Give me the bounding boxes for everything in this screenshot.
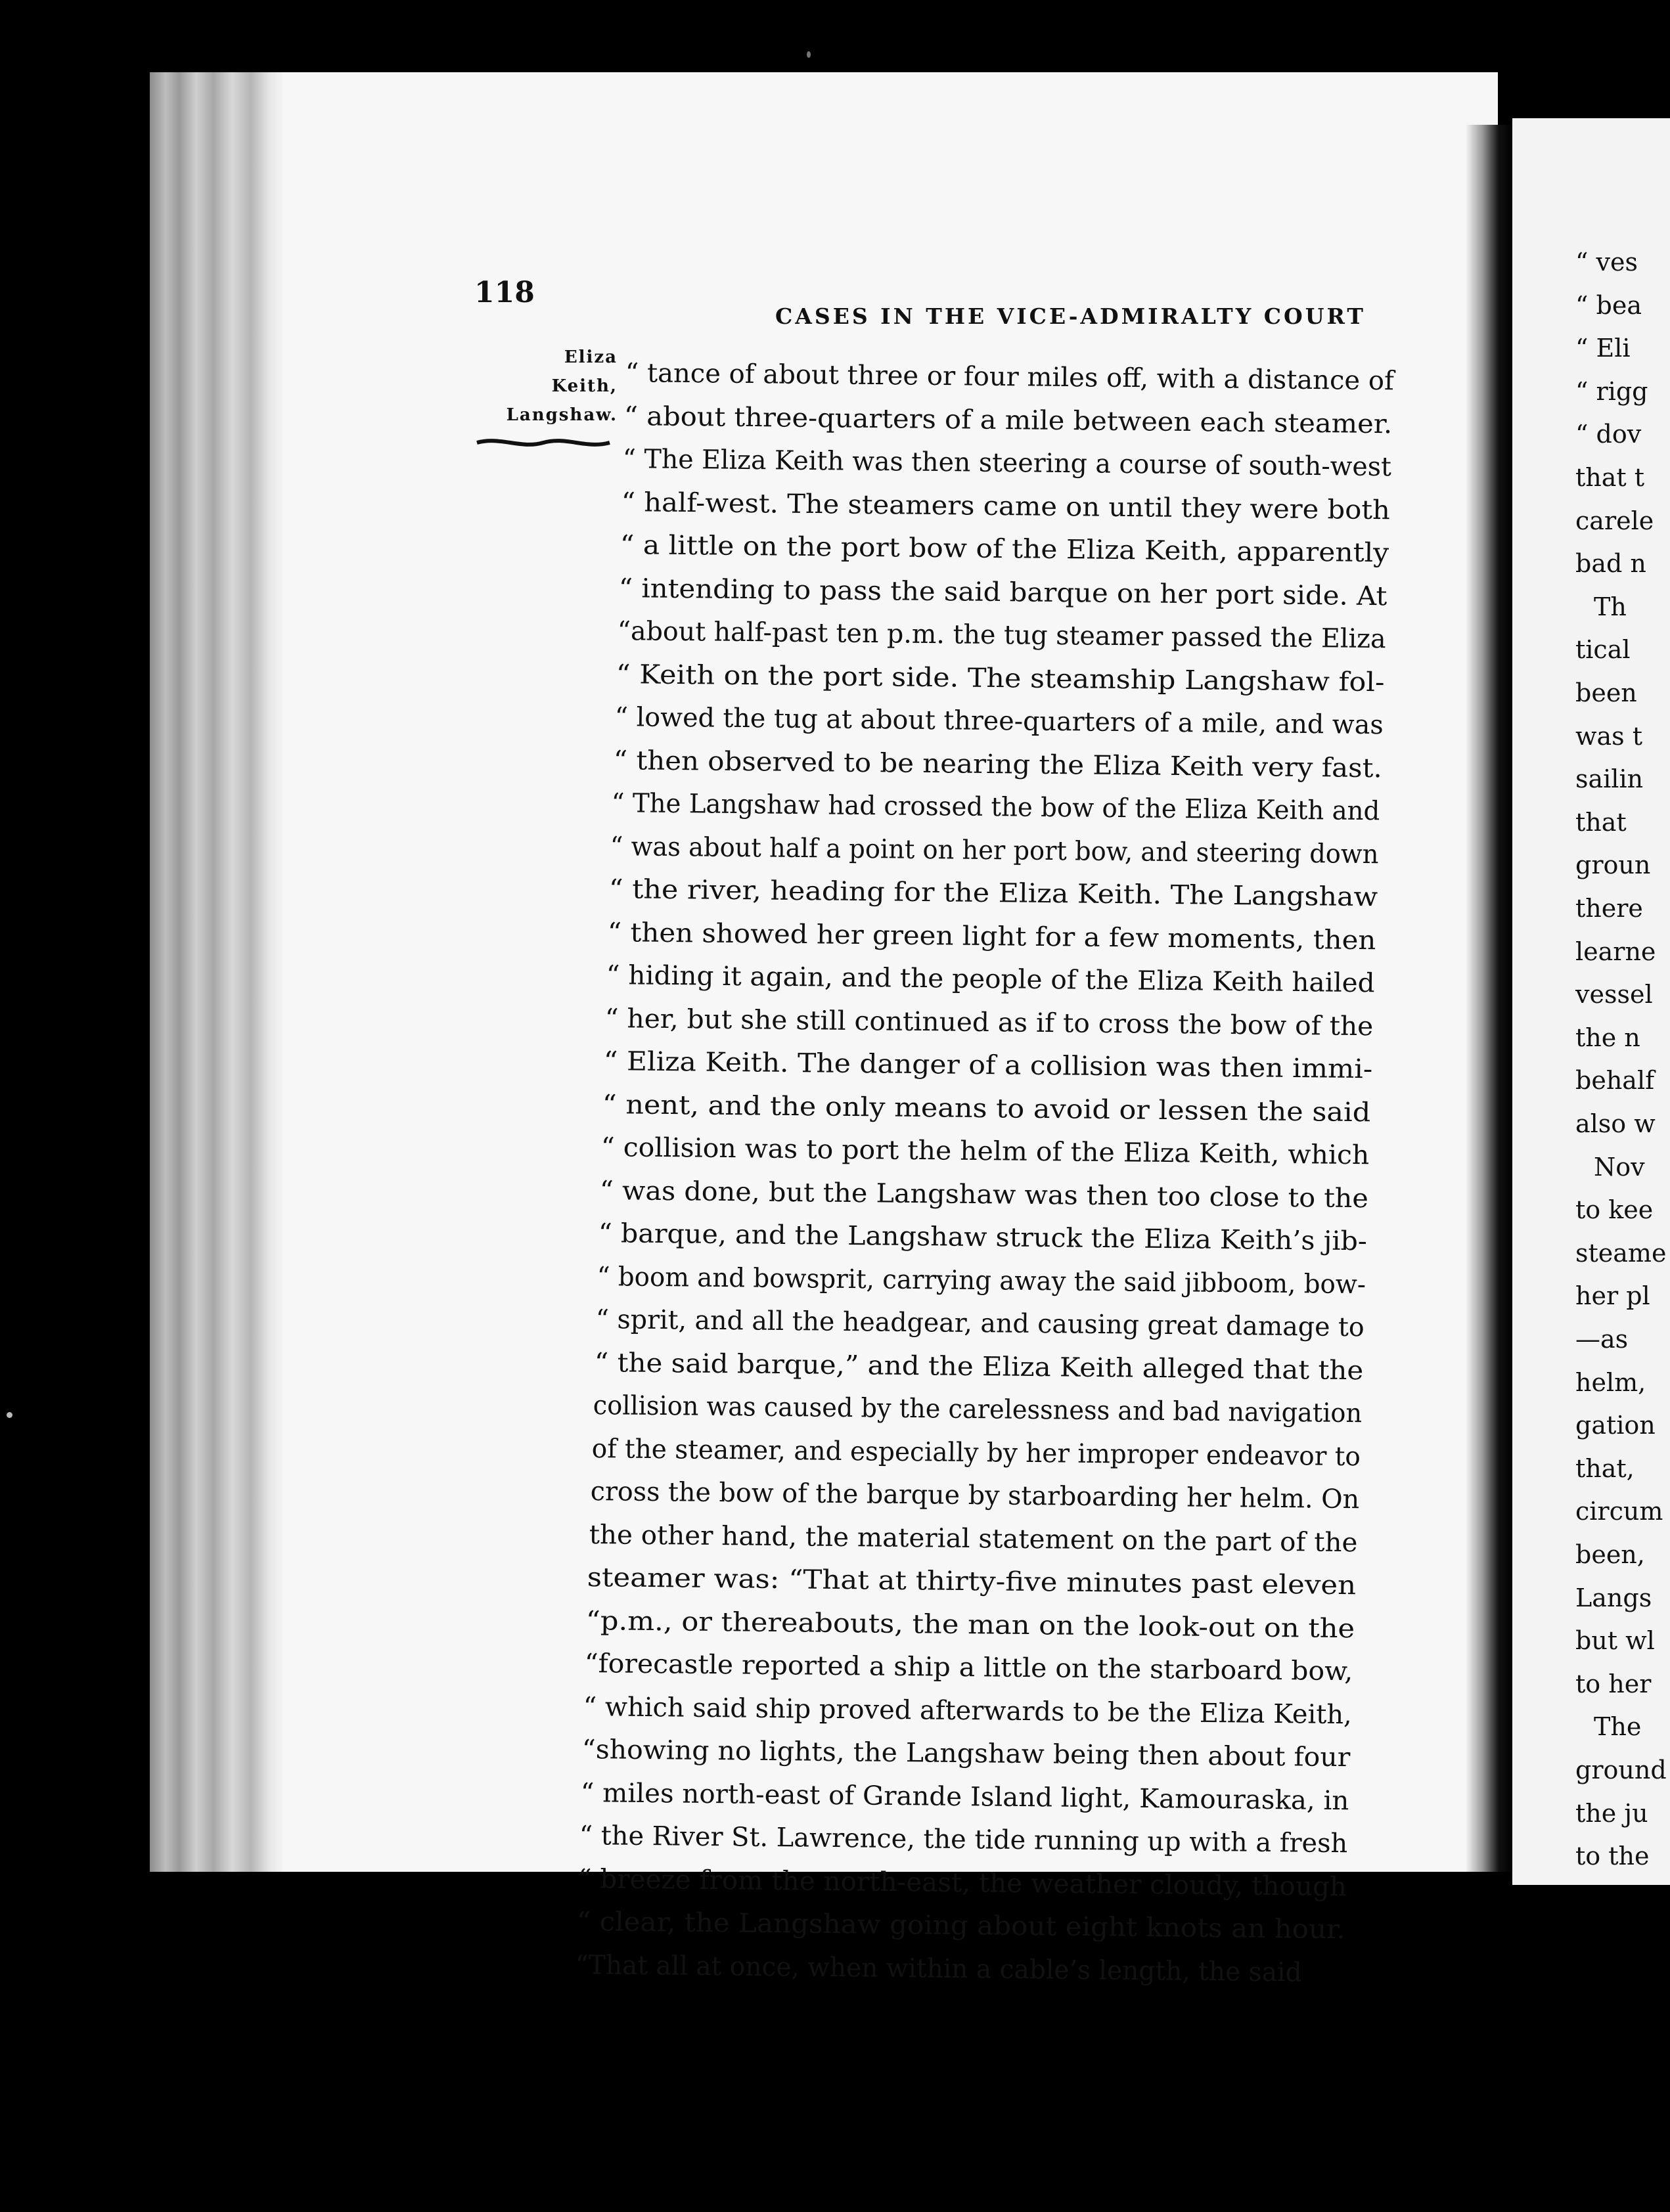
facing-page-text-fragment: bad n [1575,549,1646,579]
text-line: “ the river, heading for the Eliza Keith. The Langshaw [608,874,1378,913]
facing-page-text-fragment: “ rigg [1575,376,1648,406]
text-line: cross the bow of the barque by starboarding her helm. On [590,1476,1359,1515]
facing-page-text-fragment: “ Eli [1575,334,1631,363]
text-line: “ tance of about three or four miles off, with a distance of [625,358,1395,397]
facing-page-text-fragment: “ ves [1575,248,1638,276]
text-line: the other hand, the material statement on the part of the [589,1519,1358,1558]
text-line: “ the River St. Lawrence, the tide running up with a fresh [579,1821,1348,1859]
facing-page-text-fragment: been [1575,678,1637,707]
margin-note-line: Langshaw. [506,405,618,425]
text-line: “ then observed to be nearing the Eliza Keith very fast. [613,745,1382,784]
text-line: “ lowed the tug at about three-quarters of a mile, and was [614,702,1384,741]
text-line: “showing no lights, the Langshaw being then about four [581,1735,1351,1773]
text-line: “ sprit, and all the headgear, and causing great damage to [595,1304,1365,1343]
facing-page-text-fragment: been, [1575,1540,1645,1569]
text-line: “That all at once, when within a cable’s length, the said [575,1949,1302,1988]
facing-page-text-fragment: learne [1575,937,1656,966]
facing-page-text-fragment: to her [1575,1669,1652,1698]
text-line: “p.m., or thereabouts, the man on the look-out on the [585,1605,1355,1644]
facing-page-text-fragment: Th [1594,592,1627,621]
facing-page-text-fragment: carele [1575,506,1654,535]
running-head: CASES IN THE VICE-ADMIRALTY COURT [775,303,1366,329]
text-line: “ hiding it again, and the people of the Eliza Keith hailed [606,960,1376,999]
facing-page-text-fragment: —as [1575,1325,1629,1354]
text-line: “about half-past ten p.m. the tug steamer passed the Eliza [617,616,1386,655]
facing-page-text-fragment: her pl [1575,1281,1650,1311]
text-line: “ clear, the Langshaw going about eight knots an hour. [576,1907,1346,1945]
page-number: 118 [474,276,535,309]
text-line: “ The Langshaw had crossed the bow of the Eliza Keith and [612,788,1381,827]
facing-page-text-fragment: that, [1575,1453,1635,1483]
facing-page-text-fragment: Nov [1594,1152,1645,1182]
margin-note-line: Keith, [551,376,618,396]
text-line: “ Keith on the port side. The steamship Langshaw fol- [616,659,1385,697]
text-line: “ half-west. The steamers came on until they were both [621,487,1390,525]
facing-page-text-fragment: that [1575,807,1627,837]
text-line: “ which said ship proved afterwards to be the Eliza Keith, [583,1691,1353,1730]
facing-page-text-fragment: circum [1575,1497,1663,1526]
facing-page-text-fragment: there [1575,894,1643,923]
facing-page-text-fragment: behalf [1575,1066,1655,1095]
facing-page-text-fragment: tical [1575,635,1631,665]
text-line: collision was caused by the carelessness and bad navigation [593,1390,1363,1429]
facing-page-text-fragment: the n [1575,1023,1640,1052]
text-line: “ the said barque,” and the Eliza Keith alleged that the [594,1347,1364,1386]
text-line: “ nent, and the only means to avoid or lessen the said [602,1089,1371,1128]
text-line: “ intending to pass the said barque on her port side. At [618,573,1388,611]
text-line: “ boom and bowsprit, carrying away the said jibboom, bow- [597,1261,1366,1300]
facing-page-text-fragment: “ dov [1575,420,1642,449]
facing-page-text-fragment: also w [1575,1109,1656,1138]
text-line: “ miles north-east of Grande Island light, Kamouraska, in [580,1777,1349,1816]
facing-page-text-fragment: groun [1575,851,1651,880]
text-line: “ Eliza Keith. The danger of a collision was then immi- [603,1046,1373,1085]
facing-page-text-fragment: helm, [1575,1367,1646,1397]
text-line: of the steamer, and especially by her improper endeavor to [591,1433,1361,1472]
facing-page-text-fragment: The [1594,1712,1642,1742]
text-line: “ was about half a point on her port bow, and steering down [610,831,1380,870]
facing-page-text-fragment: steame [1575,1238,1667,1268]
scan-speck [807,51,811,58]
text-line: “ her, but she still continued as if to cross the bow of the [604,1003,1374,1042]
facing-page-text-fragment: “ bea [1575,290,1642,320]
facing-page-text-fragment: that t [1575,463,1645,492]
facing-page-text-fragment: gation [1575,1411,1656,1440]
scan-speck [7,1412,12,1418]
facing-page-text-fragment: the ju [1575,1798,1648,1828]
text-line: “ about three-quarters of a mile between each steamer. [623,401,1393,439]
text-line: “ collision was to port the helm of the Eliza Keith, which [600,1132,1370,1171]
facing-page-text-fragment: to the [1575,1842,1650,1871]
text-line: “ a little on the port bow of the Eliza Keith, apparently [620,530,1389,569]
facing-page-text-fragment: Langs [1575,1583,1652,1612]
text-line: “ breeze from the north-east, the weather cloudy, though [577,1863,1347,1902]
facing-page-text-fragment: vessel [1575,980,1653,1009]
text-line: “ barque, and the Langshaw struck the Eliza Keith’s jib- [598,1218,1367,1257]
text-line: “ then showed her green light for a few moments, then [607,917,1376,956]
margin-note-line: Eliza [564,347,618,367]
text-line: steamer was: “That at thirty-five minutes past eleven [587,1562,1357,1601]
facing-page-text-fragment: ground [1575,1756,1667,1784]
facing-page-text-fragment: was t [1575,721,1643,751]
facing-page-text-fragment: to kee [1575,1195,1654,1225]
facing-page-text-fragment: sailin [1575,764,1644,794]
text-line: “ was done, but the Langshaw was then too close to the [599,1175,1369,1214]
text-line: “ The Eliza Keith was then steering a course of south-west [622,444,1392,483]
facing-page-text-fragment: but wl [1575,1626,1655,1656]
text-line: “forecastle reported a ship a little on the starboard bow, [584,1648,1353,1687]
